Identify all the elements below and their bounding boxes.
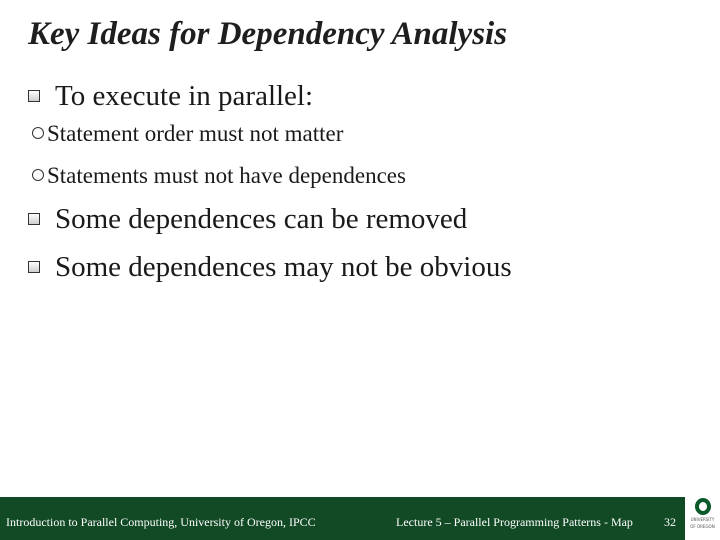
footer-lecture-title: Lecture 5 – Parallel Programming Patterns - Map xyxy=(396,515,633,529)
sub-bullet-no-dependences xyxy=(32,163,406,189)
square-bullet-icon xyxy=(28,90,40,102)
bullet-dependences-removed xyxy=(28,203,467,236)
circle-bullet-icon xyxy=(32,127,44,139)
slide-title: Key Ideas for Dependency Analysis xyxy=(28,16,508,52)
square-bullet-icon xyxy=(28,261,40,273)
university-logo xyxy=(685,497,720,540)
sub-bullet-text: Statements must not have dependences xyxy=(47,163,406,188)
footer-page-number: 32 xyxy=(664,515,676,529)
slide-footer xyxy=(0,497,685,540)
bullet-text: To execute in parallel: xyxy=(55,80,314,112)
bullet-dependences-not-obvious xyxy=(28,251,512,284)
oregon-o-icon xyxy=(695,498,711,515)
circle-bullet-icon xyxy=(32,169,44,181)
square-bullet-icon xyxy=(28,213,40,225)
sub-bullet-text: Statement order must not matter xyxy=(47,121,344,146)
logo-text-line1: UNIVERSITY xyxy=(690,517,715,522)
bullet-text: Some dependences may not be obvious xyxy=(55,251,512,283)
bullet-text: Some dependences can be removed xyxy=(55,203,468,235)
sub-bullet-statement-order xyxy=(32,121,343,147)
footer-course-title: Introduction to Parallel Computing, University of Oregon, IPCC xyxy=(6,515,316,529)
logo-text-line2: OF OREGON xyxy=(690,524,715,529)
bullet-execute-in-parallel xyxy=(28,80,313,113)
